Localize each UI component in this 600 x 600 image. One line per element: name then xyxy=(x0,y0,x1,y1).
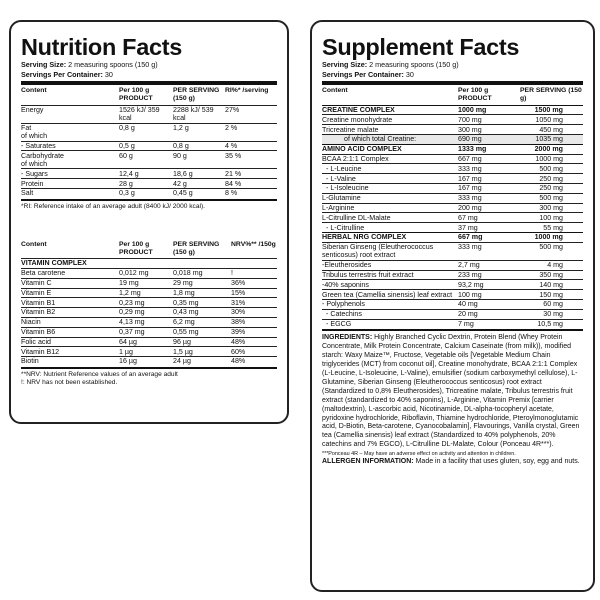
row-per100: 0,3 g xyxy=(119,189,173,198)
serving-size-value: 2 measuring spoons (150 g) xyxy=(369,60,459,69)
row-serving: 1,8 mg xyxy=(173,288,231,298)
nutrition-row xyxy=(21,169,277,179)
supplement-row xyxy=(322,223,583,233)
row-per100: 0,37 mg xyxy=(119,327,173,337)
vitamin-row xyxy=(21,278,277,288)
row-serving: 1050 mg xyxy=(520,115,583,125)
row-nrv: ! xyxy=(231,268,277,278)
row-nrv: 36% xyxy=(231,278,277,288)
nutrition-row xyxy=(21,123,277,141)
ri-note: *RI: Reference intake of an average adult (8400 kJ/ 2000 kcal). xyxy=(21,202,206,210)
row-label: L-Glutamine xyxy=(322,193,458,203)
nrv-note-line-2: !: NRV has not been established. xyxy=(21,378,118,386)
row-serving: 350 mg xyxy=(520,270,583,280)
nutrition-facts-panel xyxy=(9,20,289,424)
row-per100: 60 g xyxy=(119,151,173,169)
row-label: AMINO ACID COMPLEX xyxy=(322,144,458,154)
row-per100: 1 µg xyxy=(119,347,173,357)
row-nrv: 30% xyxy=(231,308,277,318)
divider xyxy=(322,81,583,85)
row-serving: 55 mg xyxy=(520,223,583,233)
header-per100: Per 100 g PRODUCT xyxy=(119,87,153,103)
row-serving: 90 g xyxy=(173,151,225,169)
ingredients-text: Highly Branched Cyclic Dextrin, Protein Blend (Whey Protein Concentrate, Milk Protein Concentrate, Calcium Caseinate (from milk)), modified starch: Waxy Maize™, Fructose, Vegetable oils [Vegetable Medium Chain triglycerides (MCT) from coconut oil], Creatine monohydrate, BCAA 2:1:1 Complex (L-Leucine, L-Isoleucine, L-Valine), emulsifier (sodium carboxymethyl cellulose), L-Glutamine, Siberian Ginseng (Eleutherococcus senticosus) root extract (Standardized to 0,8% Eleutherosides), Tricreatine malate, Tribulus terrestris fruit extract (standardized to 40% saponins), L-Arginine, Vitamin Premix [carrier (maltodextrin), L-ascorbic acid, Nicotinamide, DL-alpha-tocopheryl acetate, pyridoxine hydrochloride, Riboflavin, Thiamine hydrochloride, Pteroylmonoglutamic acid, D-Biotin, Beta-carotene, Cyanocobalamin], Flavourings, Vanilla crystal, Green tea (Camellia sinensis) leaf extract (Standardized to 40% polyphenols, 20% catechins and 7% EGCO), L-Citrulline DL-Malate, Colour (Ponceau 4R***). xyxy=(322,334,580,449)
vitamin-row xyxy=(21,317,277,327)
row-label: BCAA 2:1:1 Complex xyxy=(322,154,458,164)
row-label: - Sugars xyxy=(21,169,119,179)
sup-header-content: Content xyxy=(322,87,348,95)
row-label: -Eleutherosides xyxy=(322,260,458,270)
row-label: - L-Leucine xyxy=(322,164,458,174)
header-content: Content xyxy=(21,87,47,95)
row-ri: 84 % xyxy=(225,179,277,189)
sup-header-per100: Per 100 g PRODUCT xyxy=(458,87,492,103)
row-label: Energy xyxy=(21,105,119,123)
row-per100: 67 mg xyxy=(458,213,520,223)
nutrition-row xyxy=(21,141,277,151)
servings-label: Servings Per Container: xyxy=(322,69,404,79)
row-per100: 690 mg xyxy=(458,135,520,145)
row-serving: 30 mg xyxy=(520,309,583,319)
row-serving: 1500 mg xyxy=(520,105,583,115)
row-serving: 60 mg xyxy=(520,300,583,310)
vitamin-row xyxy=(21,357,277,366)
row-per100: 1000 mg xyxy=(458,105,520,115)
row-label: Vitamin B12 xyxy=(21,347,119,357)
row-label: Carbohydrate of which xyxy=(21,151,119,169)
nutrition-row xyxy=(21,179,277,189)
nutrition-title: Nutrition Facts xyxy=(21,34,182,60)
row-per100: 19 mg xyxy=(119,278,173,288)
supplement-row xyxy=(322,260,583,270)
servings-value: 30 xyxy=(405,69,414,79)
supplement-row xyxy=(322,135,583,145)
servings-value: 30 xyxy=(104,69,113,79)
row-serving: 10,5 mg xyxy=(520,319,583,328)
vit-header-content: Content xyxy=(21,240,47,248)
nrv-note xyxy=(21,371,277,387)
row-serving: 0,45 g xyxy=(173,189,225,198)
row-serving: 1035 mg xyxy=(520,135,583,145)
row-per100: 1526 kJ/ 359 kcal xyxy=(119,105,173,123)
supplement-group-row xyxy=(322,144,583,154)
row-per100: 0,29 mg xyxy=(119,308,173,318)
row-label: Vitamin B1 xyxy=(21,298,119,308)
divider xyxy=(322,329,583,331)
row-label: - Saturates xyxy=(21,141,119,151)
row-serving: 4 mg xyxy=(520,260,583,270)
row-label: Green tea (Camellia sinensis) leaf extract xyxy=(322,290,458,300)
allergen-block xyxy=(322,458,583,467)
row-label: Niacin xyxy=(21,317,119,327)
row-per100: 0,5 g xyxy=(119,141,173,151)
vitamin-table xyxy=(21,241,277,366)
supplement-row xyxy=(322,184,583,194)
row-serving: 500 mg xyxy=(520,193,583,203)
row-label: of which total Creatine: xyxy=(322,135,458,145)
supplement-group-row xyxy=(322,233,583,243)
row-serving: 150 mg xyxy=(520,290,583,300)
row-label: L-Arginine xyxy=(322,203,458,213)
ponceau-note: ***Ponceau 4R – May have an adverse effect on activity and attention in children. xyxy=(322,451,516,458)
row-label: Tribulus terrestris fruit extract xyxy=(322,270,458,280)
supplement-group-row xyxy=(322,105,583,115)
row-serving: 250 mg xyxy=(520,174,583,184)
row-label: Biotin xyxy=(21,357,119,366)
nutrition-table xyxy=(21,87,277,198)
row-label: Protein xyxy=(21,179,119,189)
row-label: Beta carotene xyxy=(21,268,119,278)
row-serving: 29 mg xyxy=(173,278,231,288)
row-label: Tricreatine malate xyxy=(322,125,458,135)
row-label: L-Citrulline DL-Malate xyxy=(322,213,458,223)
row-nrv: 39% xyxy=(231,327,277,337)
row-serving: 500 mg xyxy=(520,164,583,174)
row-label: - EGCG xyxy=(322,319,458,328)
supplement-row xyxy=(322,300,583,310)
nutrition-serving-size xyxy=(21,61,277,70)
row-serving: 1000 mg xyxy=(520,154,583,164)
vitamin-rows xyxy=(21,268,277,365)
sup-header-serving: PER SERVING (150 g) xyxy=(520,87,582,103)
row-per100: 37 mg xyxy=(458,223,520,233)
row-per100: 93,2 mg xyxy=(458,280,520,290)
row-per100: 40 mg xyxy=(458,300,520,310)
row-label: - Polyphenols xyxy=(322,300,458,310)
row-label: - L-Valine xyxy=(322,174,458,184)
row-serving: 250 mg xyxy=(520,184,583,194)
row-ri: 21 % xyxy=(225,169,277,179)
row-nrv: 60% xyxy=(231,347,277,357)
row-serving: 500 mg xyxy=(520,242,583,260)
row-serving: 96 µg xyxy=(173,337,231,347)
servings-label: Servings Per Container: xyxy=(21,69,103,79)
row-ri: 8 % xyxy=(225,189,277,198)
row-label: - Catechins xyxy=(322,309,458,319)
row-label: Siberian Ginseng (Eleutherococcus senticosus) root extract xyxy=(322,242,458,260)
vitamin-section-heading: VITAMIN COMPLEX xyxy=(21,259,277,269)
vitamin-row xyxy=(21,347,277,357)
serving-size-value: 2 measuring spoons (150 g) xyxy=(68,60,158,69)
supplement-row xyxy=(322,115,583,125)
supplement-serving-size xyxy=(322,61,583,70)
supplement-row xyxy=(322,154,583,164)
row-nrv: 48% xyxy=(231,357,277,366)
row-per100: 300 mg xyxy=(458,125,520,135)
supplement-row xyxy=(322,203,583,213)
row-per100: 167 mg xyxy=(458,174,520,184)
vitamin-row xyxy=(21,337,277,347)
row-label: Vitamin E xyxy=(21,288,119,298)
ingredients-label: INGREDIENTS: xyxy=(322,334,373,342)
row-serving: 0,55 mg xyxy=(173,327,231,337)
row-per100: 64 µg xyxy=(119,337,173,347)
supplement-facts-panel xyxy=(310,20,595,592)
supplement-row xyxy=(322,213,583,223)
serving-size-label: Serving Size: xyxy=(21,60,67,69)
row-serving: 0,43 mg xyxy=(173,308,231,318)
supplement-row xyxy=(322,242,583,260)
row-serving: 1,5 µg xyxy=(173,347,231,357)
row-serving: 42 g xyxy=(173,179,225,189)
row-label: -40% saponins xyxy=(322,280,458,290)
nutrition-rows xyxy=(21,105,277,198)
supplement-row xyxy=(322,174,583,184)
row-serving: 300 mg xyxy=(520,203,583,213)
vit-header-serving: PER SERVING (150 g) xyxy=(173,240,220,256)
row-per100: 1333 mg xyxy=(458,144,520,154)
row-nrv: 48% xyxy=(231,337,277,347)
row-label: Vitamin B2 xyxy=(21,308,119,318)
row-ri: 35 % xyxy=(225,151,277,169)
vitamin-row xyxy=(21,308,277,318)
row-label: CREATINE COMPLEX xyxy=(322,105,458,115)
row-serving: 100 mg xyxy=(520,213,583,223)
row-per100: 0,23 mg xyxy=(119,298,173,308)
row-ri: 27% xyxy=(225,105,277,123)
row-label: Vitamin C xyxy=(21,278,119,288)
row-serving: 2288 kJ/ 539 kcal xyxy=(173,105,225,123)
nutrition-row xyxy=(21,105,277,123)
divider xyxy=(21,81,277,85)
row-nrv: 15% xyxy=(231,288,277,298)
row-per100: 100 mg xyxy=(458,290,520,300)
row-per100: 12,4 g xyxy=(119,169,173,179)
nutrition-row xyxy=(21,151,277,169)
header-serving: PER SERVING (150 g) xyxy=(173,87,220,103)
row-per100: 4,13 mg xyxy=(119,317,173,327)
row-serving: 0,35 mg xyxy=(173,298,231,308)
row-per100: 700 mg xyxy=(458,115,520,125)
row-serving: 24 µg xyxy=(173,357,231,366)
row-label: Vitamin B6 xyxy=(21,327,119,337)
row-per100: 0,8 g xyxy=(119,123,173,141)
nutrition-servings-per-container xyxy=(21,71,277,80)
supplement-row xyxy=(322,290,583,300)
row-serving: 1000 mg xyxy=(520,233,583,243)
row-per100: 16 µg xyxy=(119,357,173,366)
row-per100: 333 mg xyxy=(458,193,520,203)
row-per100: 333 mg xyxy=(458,242,520,260)
row-label: Salt xyxy=(21,189,119,198)
row-serving: 140 mg xyxy=(520,280,583,290)
ingredients-block xyxy=(322,334,583,450)
row-serving: 1,2 g xyxy=(173,123,225,141)
row-per100: 167 mg xyxy=(458,184,520,194)
header-ri: RI%* /serving xyxy=(225,87,269,95)
supplement-row xyxy=(322,319,583,328)
row-serving: 0,018 mg xyxy=(173,268,231,278)
row-per100: 0,012 mg xyxy=(119,268,173,278)
nrv-note-line-1: **NRV: Nutrient Reference values of an average adult xyxy=(21,370,178,378)
supplement-servings-per-container xyxy=(322,71,583,80)
row-per100: 7 mg xyxy=(458,319,520,328)
row-serving: 450 mg xyxy=(520,125,583,135)
row-per100: 1,2 mg xyxy=(119,288,173,298)
vitamin-row xyxy=(21,327,277,337)
row-per100: 233 mg xyxy=(458,270,520,280)
row-serving: 0,8 g xyxy=(173,141,225,151)
row-label: - L-Citrulline xyxy=(322,223,458,233)
row-ri: 2 % xyxy=(225,123,277,141)
supplement-row xyxy=(322,270,583,280)
row-serving: 6,2 mg xyxy=(173,317,231,327)
row-per100: 333 mg xyxy=(458,164,520,174)
supplement-row xyxy=(322,164,583,174)
divider xyxy=(21,367,277,369)
supplement-row xyxy=(322,309,583,319)
row-per100: 667 mg xyxy=(458,233,520,243)
row-label: - L-Isoleucine xyxy=(322,184,458,194)
allergen-text: Made in a facility that uses gluten, soy, egg and nuts. xyxy=(415,458,580,466)
serving-size-label: Serving Size: xyxy=(322,60,368,69)
row-label: Creatine monohydrate xyxy=(322,115,458,125)
row-per100: 28 g xyxy=(119,179,173,189)
row-label: Folic acid xyxy=(21,337,119,347)
supplement-row xyxy=(322,280,583,290)
supplement-table xyxy=(322,87,583,328)
row-per100: 2,7 mg xyxy=(458,260,520,270)
supplement-rows xyxy=(322,105,583,328)
row-nrv: 31% xyxy=(231,298,277,308)
row-per100: 200 mg xyxy=(458,203,520,213)
allergen-label: ALLERGEN INFORMATION: xyxy=(322,458,414,466)
supplement-title: Supplement Facts xyxy=(322,34,520,60)
vitamin-row xyxy=(21,268,277,278)
vit-header-nrv: NRV%** /150g xyxy=(231,240,276,248)
row-ri: 4 % xyxy=(225,141,277,151)
vitamin-row xyxy=(21,298,277,308)
vitamin-row xyxy=(21,288,277,298)
supplement-row xyxy=(322,125,583,135)
row-serving: 2000 mg xyxy=(520,144,583,154)
divider xyxy=(21,199,277,201)
row-label: HERBAL NRG COMPLEX xyxy=(322,233,458,243)
row-serving: 18,6 g xyxy=(173,169,225,179)
row-label: Fat of which xyxy=(21,123,119,141)
vit-header-per100: Per 100 g PRODUCT xyxy=(119,240,153,256)
row-per100: 667 mg xyxy=(458,154,520,164)
supplement-row xyxy=(322,193,583,203)
row-per100: 20 mg xyxy=(458,309,520,319)
nutrition-row xyxy=(21,189,277,198)
row-nrv: 38% xyxy=(231,317,277,327)
